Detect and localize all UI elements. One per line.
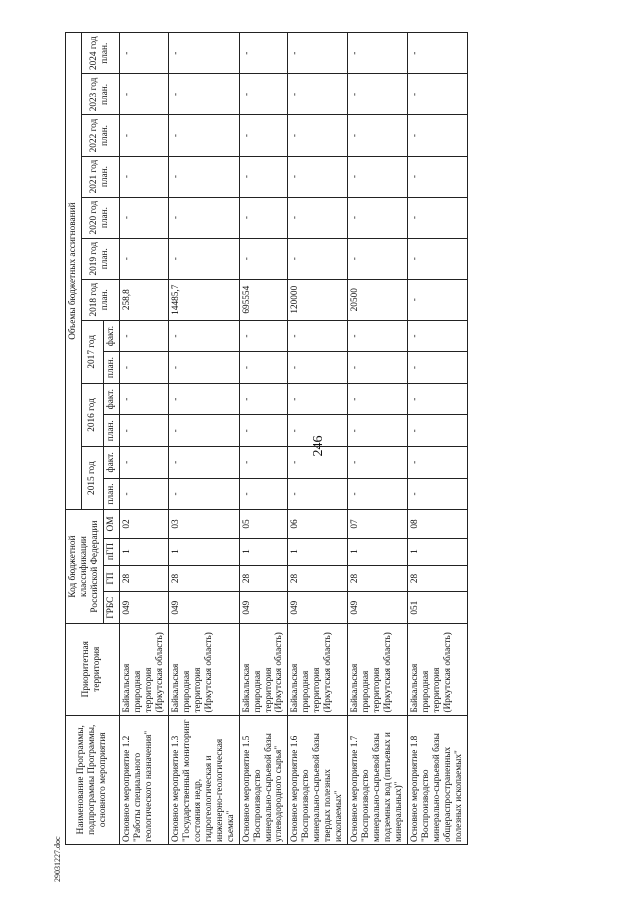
row-value: -	[239, 33, 288, 74]
row-value: -	[119, 33, 168, 74]
row-value: -	[348, 352, 408, 384]
row-gp: 28	[348, 565, 408, 592]
row-value: -	[288, 74, 348, 115]
row-value: -	[168, 447, 239, 479]
row-value: -	[239, 320, 288, 352]
row-om: 08	[408, 510, 468, 538]
table-row	[239, 33, 288, 845]
row-value: -	[408, 115, 468, 156]
row-territory: Байкальская природная территория (Иркутская область)	[239, 623, 288, 715]
row-value: -	[168, 320, 239, 352]
row-value: -	[119, 478, 168, 510]
row-value: -	[408, 478, 468, 510]
row-value: -	[348, 74, 408, 115]
row-value: -	[168, 115, 239, 156]
row-om: 03	[168, 510, 239, 538]
row-value: -	[119, 352, 168, 384]
row-value: -	[119, 115, 168, 156]
footer-filename: 29031227.doc	[53, 836, 62, 882]
row-value: -	[408, 74, 468, 115]
row-value: -	[119, 320, 168, 352]
row-om: 05	[239, 510, 288, 538]
row-name: Основное мероприятие 1.2 "Работы специального геологического назначения"	[119, 715, 168, 844]
row-value: -	[239, 447, 288, 479]
row-value: 14485,7	[168, 279, 239, 320]
table-row	[348, 33, 408, 845]
header-fact-2015: факт.	[103, 447, 119, 479]
header-volumes: Объемы бюджетных ассигнований	[66, 33, 82, 510]
row-value: -	[408, 33, 468, 74]
row-value: -	[408, 447, 468, 479]
header-plan-2017: план.	[103, 352, 119, 384]
row-value: -	[239, 74, 288, 115]
row-value: -	[239, 415, 288, 447]
row-value: -	[119, 383, 168, 415]
row-value: 258,8	[119, 279, 168, 320]
row-gp: 28	[168, 565, 239, 592]
header-year-2017: 2017 год	[81, 320, 103, 383]
header-year-2024: 2024 год план.	[81, 33, 119, 74]
row-value: -	[239, 115, 288, 156]
row-value: -	[288, 33, 348, 74]
row-value: -	[408, 197, 468, 238]
row-value: -	[168, 74, 239, 115]
row-territory: Байкальская природная территория (Иркутская область)	[348, 623, 408, 715]
row-value: -	[348, 383, 408, 415]
header-fact-2017: факт.	[103, 320, 119, 352]
row-gp: 28	[288, 565, 348, 592]
row-value: -	[288, 352, 348, 384]
row-value: -	[408, 352, 468, 384]
row-value: -	[288, 320, 348, 352]
row-gp: 28	[239, 565, 288, 592]
row-value: -	[408, 238, 468, 279]
row-value: -	[168, 352, 239, 384]
row-name: Основное мероприятие 1.5 "Воспроизводство минерально-сырьевой базы углеводородного сырья"	[239, 715, 288, 844]
row-value: -	[288, 447, 348, 479]
row-value: -	[168, 238, 239, 279]
header-year-2020: 2020 год план.	[81, 197, 119, 238]
row-value: -	[119, 156, 168, 197]
row-value: -	[168, 33, 239, 74]
header-year-2018: 2018 год план.	[81, 279, 119, 320]
row-pgp: 1	[408, 538, 468, 565]
header-name: Наименование Программы, подпрограммы Программы, основного мероприятия	[66, 715, 120, 844]
row-territory: Байкальская природная территория (Иркутская область)	[168, 623, 239, 715]
header-plan-2015: план.	[103, 478, 119, 510]
header-budget-code: Код бюджетной классификации Российской Федерации	[66, 510, 104, 624]
row-territory: Байкальская природная территория (Иркутская область)	[408, 623, 468, 715]
row-grbs: 049	[168, 592, 239, 624]
row-value: -	[288, 478, 348, 510]
budget-table	[65, 32, 468, 845]
header-year-2019: 2019 год план.	[81, 238, 119, 279]
row-territory: Байкальская природная территория (Иркутская область)	[119, 623, 168, 715]
header-grbs: ГРБС	[103, 592, 119, 624]
row-value: -	[239, 156, 288, 197]
page-number: 246	[311, 435, 326, 457]
row-value: -	[348, 115, 408, 156]
budget-table-container	[65, 32, 625, 845]
row-gp: 28	[119, 565, 168, 592]
row-pgp: 1	[239, 538, 288, 565]
row-pgp: 1	[288, 538, 348, 565]
header-om: ОМ	[103, 510, 119, 538]
row-value: -	[288, 238, 348, 279]
row-value: -	[168, 197, 239, 238]
row-value: -	[348, 156, 408, 197]
row-value: -	[288, 415, 348, 447]
table-row	[168, 33, 239, 845]
row-value: 20500	[348, 279, 408, 320]
row-value: -	[408, 320, 468, 352]
row-pgp: 1	[348, 538, 408, 565]
row-value: -	[348, 320, 408, 352]
header-year-2016: 2016 год	[81, 383, 103, 446]
row-value: -	[348, 197, 408, 238]
header-year-2021: 2021 год план.	[81, 156, 119, 197]
row-om: 02	[119, 510, 168, 538]
row-value: -	[288, 383, 348, 415]
row-pgp: 1	[119, 538, 168, 565]
row-value: -	[288, 156, 348, 197]
row-value: -	[168, 383, 239, 415]
row-value: 695554	[239, 279, 288, 320]
row-value: -	[119, 447, 168, 479]
row-om: 06	[288, 510, 348, 538]
header-year-2023: 2023 год план.	[81, 74, 119, 115]
row-value: -	[408, 156, 468, 197]
row-grbs: 049	[119, 592, 168, 624]
row-value: -	[168, 415, 239, 447]
header-plan-2016: план.	[103, 415, 119, 447]
row-value: -	[408, 415, 468, 447]
header-gp: ГП	[103, 565, 119, 592]
row-value: -	[239, 383, 288, 415]
row-value: -	[239, 197, 288, 238]
header-territory: Приоритетная территория	[66, 623, 120, 715]
header-year-2022: 2022 год план.	[81, 115, 119, 156]
table-row	[288, 33, 348, 845]
row-value: -	[348, 238, 408, 279]
row-value: -	[288, 197, 348, 238]
row-value: -	[348, 415, 408, 447]
row-name: Основное мероприятие 1.3 "Государственный мониторинг состояния недр, гидрогеологическая и инженерно-геологическая съемка"	[168, 715, 239, 844]
header-year-2015: 2015 год	[81, 447, 103, 510]
table-body	[119, 33, 467, 845]
row-value: 120000	[288, 279, 348, 320]
row-value: -	[348, 33, 408, 74]
row-value: -	[239, 478, 288, 510]
row-grbs: 051	[408, 592, 468, 624]
header-pgp: пГП	[103, 538, 119, 565]
row-value: -	[168, 156, 239, 197]
row-value: -	[288, 115, 348, 156]
row-value: -	[408, 383, 468, 415]
row-value: -	[348, 478, 408, 510]
row-value: -	[348, 447, 408, 479]
table-row	[119, 33, 168, 845]
table-row	[408, 33, 468, 845]
row-territory: Байкальская природная территория (Иркутская область)	[288, 623, 348, 715]
row-value: -	[408, 279, 468, 320]
row-grbs: 049	[288, 592, 348, 624]
header-fact-2016: факт.	[103, 383, 119, 415]
row-value: -	[119, 238, 168, 279]
row-value: -	[168, 478, 239, 510]
row-pgp: 1	[168, 538, 239, 565]
row-value: -	[239, 352, 288, 384]
row-name: Основное мероприятие 1.6 "Воспроизводство минерально-сырьевой базы твердых полезных ископаемых"	[288, 715, 348, 844]
row-value: -	[119, 415, 168, 447]
row-om: 07	[348, 510, 408, 538]
row-name: Основное мероприятие 1.7 "Воспроизводство минерально-сырьевой базы подземных вод (питьевых и минеральных)"	[348, 715, 408, 844]
row-value: -	[239, 238, 288, 279]
row-grbs: 049	[348, 592, 408, 624]
row-name: Основное мероприятие 1.8 "Воспроизводство минерально-сырьевой базы общераспространенных полезных ископаемых"	[408, 715, 468, 844]
row-grbs: 049	[239, 592, 288, 624]
row-value: -	[119, 74, 168, 115]
row-value: -	[119, 197, 168, 238]
row-gp: 28	[408, 565, 468, 592]
